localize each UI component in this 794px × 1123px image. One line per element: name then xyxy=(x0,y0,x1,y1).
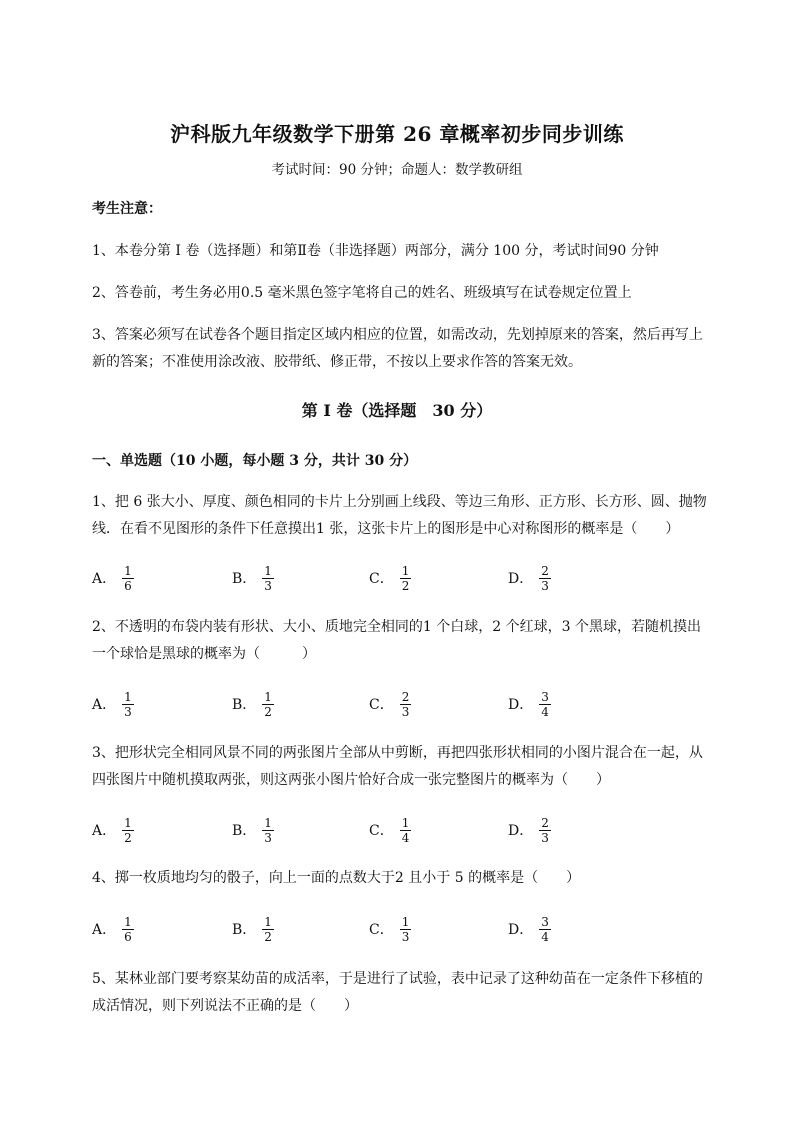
question-stem: 5、某林业部门要考察某幼苗的成活率，于是进行了试验，表中记录了这种幼苗在一定条件下移植的成活情况，则下列说法不正确的是（ ） xyxy=(92,971,703,1014)
fraction xyxy=(122,564,134,593)
notice-item: 3、答案必须写在试卷各个题目指定区域内相应的位置，如需改动，先划掉原来的答案，然后再写上新的答案；不准使用涂改液、胶带纸、修正带，不按以上要求作答的答案无效。 xyxy=(92,327,703,370)
option-d xyxy=(508,909,551,949)
option-letter: D． xyxy=(508,697,534,713)
option-letter: A． xyxy=(92,571,117,587)
option-letter: D． xyxy=(508,571,534,587)
fraction xyxy=(400,690,412,719)
denominator: 4 xyxy=(541,704,549,719)
numerator: 2 xyxy=(401,689,410,704)
option-a xyxy=(92,684,134,724)
numerator: 3 xyxy=(541,689,549,704)
fraction xyxy=(122,915,134,944)
fraction xyxy=(539,915,551,944)
denominator: 2 xyxy=(124,830,132,845)
numerator: 3 xyxy=(541,914,549,929)
numerator: 1 xyxy=(124,689,132,704)
denominator: 4 xyxy=(541,929,549,944)
numerator: 1 xyxy=(401,914,410,929)
option-letter: B． xyxy=(232,922,257,938)
option-b xyxy=(232,684,274,724)
option-letter: D． xyxy=(508,922,534,938)
numerator: 2 xyxy=(541,563,549,578)
numerator: 1 xyxy=(401,563,410,578)
notice-item: 1、本卷分第 I 卷（选择题）和第Ⅱ卷（非选择题）两部分，满分 100 分，考试时间90 分钟 xyxy=(92,243,659,259)
denominator: 3 xyxy=(541,578,549,593)
denominator: 3 xyxy=(264,830,272,845)
option-d xyxy=(508,558,551,598)
fraction xyxy=(122,690,134,719)
option-c xyxy=(369,810,411,850)
fraction xyxy=(400,816,412,845)
numerator: 1 xyxy=(124,563,132,578)
option-row xyxy=(92,558,712,598)
denominator: 6 xyxy=(124,578,132,593)
numerator: 2 xyxy=(541,815,549,830)
option-letter: B． xyxy=(232,697,257,713)
option-c xyxy=(369,909,411,949)
numerator: 1 xyxy=(124,914,132,929)
option-a xyxy=(92,909,134,949)
option-letter: B． xyxy=(232,571,257,587)
option-letter: D． xyxy=(508,823,534,839)
fraction xyxy=(262,915,274,944)
option-row xyxy=(92,684,712,724)
option-b xyxy=(232,558,274,598)
denominator: 3 xyxy=(401,704,410,719)
notice-heading: 考生注意： xyxy=(92,201,162,217)
option-a xyxy=(92,810,134,850)
question-stem: 1、把 6 张大小、厚度、颜色相同的卡片上分别画上线段、等边三角形、正方形、长方形、圆、抛物线．在看不见图形的条件下任意摸出1 张，这张卡片上的图形是中心对称图形的概率是（ ） xyxy=(92,494,707,537)
denominator: 3 xyxy=(264,578,272,593)
option-letter: A． xyxy=(92,823,117,839)
denominator: 6 xyxy=(124,929,132,944)
option-letter: C． xyxy=(369,697,394,713)
notice-item: 2、答卷前，考生务必用0.5 毫米黑色签字笔将自己的姓名、班级填写在试卷规定位置上 xyxy=(92,285,632,301)
numerator: 1 xyxy=(264,563,272,578)
option-letter: B． xyxy=(232,823,257,839)
option-row xyxy=(92,909,712,949)
fraction xyxy=(262,816,274,845)
option-letter: A． xyxy=(92,922,117,938)
option-a xyxy=(92,558,134,598)
denominator: 2 xyxy=(264,929,272,944)
denominator: 2 xyxy=(401,578,410,593)
fraction xyxy=(262,564,274,593)
numerator: 1 xyxy=(264,815,272,830)
option-letter: C． xyxy=(369,823,394,839)
exam-info: 考试时间：90 分钟；命题人：数学教研组 xyxy=(271,162,523,178)
numerator: 1 xyxy=(264,689,272,704)
part-heading: 一、单选题（10 小题，每小题 3 分，共计 30 分） xyxy=(92,453,418,469)
option-letter: C． xyxy=(369,922,394,938)
denominator: 3 xyxy=(124,704,132,719)
option-letter: A． xyxy=(92,697,117,713)
option-row xyxy=(92,810,712,850)
question-stem: 3、把形状完全相同风景不同的两张图片全部从中剪断，再把四张形状相同的小图片混合在一起，从四张图片中随机摸取两张，则这两张小图片恰好合成一张完整图片的概率为（ ） xyxy=(92,745,703,788)
denominator: 3 xyxy=(401,929,410,944)
option-letter: C． xyxy=(369,571,394,587)
section-title: 第 I 卷（选择题 30 分） xyxy=(301,401,493,420)
fraction xyxy=(400,564,412,593)
fraction xyxy=(539,690,551,719)
fraction xyxy=(539,816,551,845)
numerator: 1 xyxy=(401,815,410,830)
numerator: 1 xyxy=(124,815,132,830)
numerator: 1 xyxy=(264,914,272,929)
fraction xyxy=(539,564,551,593)
fraction xyxy=(122,816,134,845)
denominator: 4 xyxy=(401,830,410,845)
denominator: 3 xyxy=(541,830,549,845)
option-c xyxy=(369,558,411,598)
page-title: 沪科版九年级数学下册第 26 章概率初步同步训练 xyxy=(170,122,624,146)
denominator: 2 xyxy=(264,704,272,719)
option-b xyxy=(232,810,274,850)
question-stem: 2、不透明的布袋内装有形状、大小、质地完全相同的1 个白球，2 个红球，3 个黑球，若随机摸出一个球恰是黑球的概率为（ ） xyxy=(92,619,701,662)
question-stem: 4、掷一枚质地均匀的骰子，向上一面的点数大于2 且小于 5 的概率是（ ） xyxy=(92,870,581,886)
option-d xyxy=(508,810,551,850)
fraction xyxy=(262,690,274,719)
option-c xyxy=(369,684,411,724)
fraction xyxy=(400,915,412,944)
option-b xyxy=(232,909,274,949)
option-d xyxy=(508,684,551,724)
